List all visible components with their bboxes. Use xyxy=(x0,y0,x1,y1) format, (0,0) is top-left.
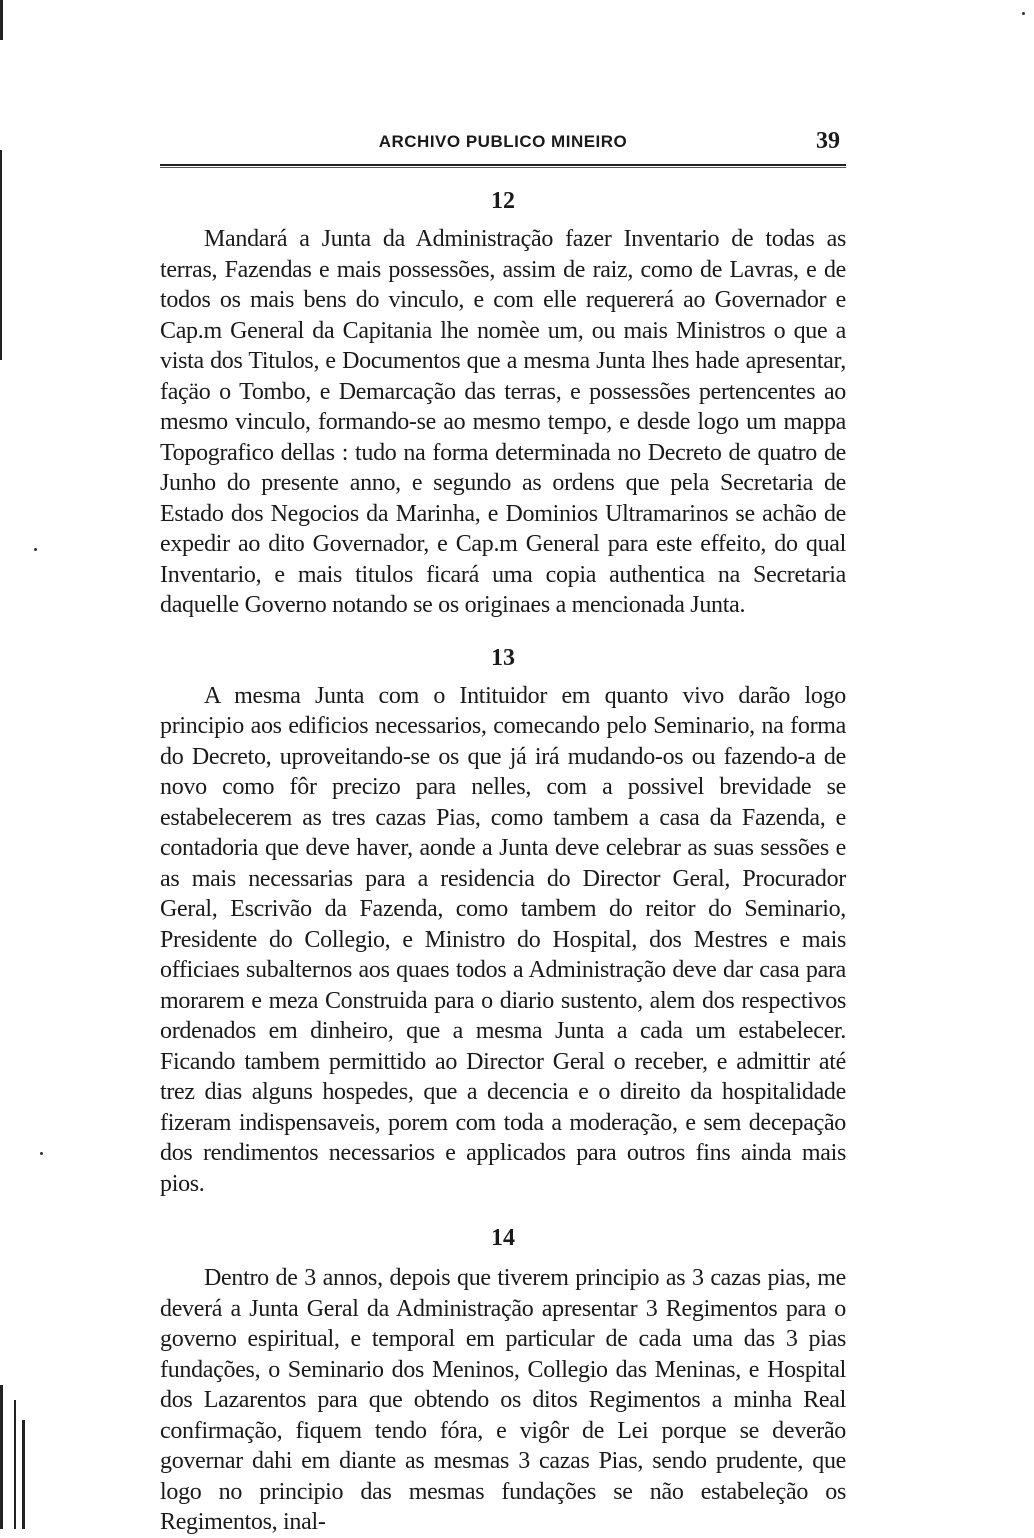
scan-edge-middle xyxy=(0,150,2,360)
section-number: 13 xyxy=(491,644,515,671)
scan-edge-bottom xyxy=(0,1385,3,1529)
section-number: 12 xyxy=(491,188,515,214)
page-number: 39 xyxy=(816,128,840,154)
scan-edge-bottom-inner-2 xyxy=(22,1420,25,1529)
scan-speck xyxy=(40,1152,43,1155)
section-paragraph: Mandará a Junta da Administração fazer Inventario de todas as terras, Fazendas e mais possessões, assim de raiz, como de Lavras, e de todos os mais bens do vinculo, e com elle requererá ao Governador e Cap.m General da Capitania lhe nomèe um, ou mais Ministros o que a vista dos Titulos, e Documentos que a mesma Junta lhes hade apresentar, façäo o Tombo, e Demarcação das terras, e possessões pertencentes ao mesmo vinculo, formando-se ao mesmo tempo, e desde logo um mappa Topografico dellas : tudo na forma determinada no Decreto de quatro de Junho do presente anno, e segundo as ordens que pela Secretaria de Estado dos Negocios da Marinha, e Dominios Ultramarinos se achão de expedir ao dito Governador, e Cap.m General para este effeito, do qual Inventario, e mais titulos ficará uma copia authentica na Secretaria daquelle Governo notando se os originaes a mencionada Junta. xyxy=(160,226,846,618)
header-rule xyxy=(160,164,846,168)
scan-speck xyxy=(1022,12,1025,15)
section-number: 14 xyxy=(491,1225,515,1251)
scan-edge-bottom-inner xyxy=(14,1400,16,1529)
running-head xyxy=(160,128,846,164)
scan-speck xyxy=(34,548,37,551)
section-paragraph: A mesma Junta com o Intituidor em quanto vivo darão logo principio aos edificios necessarios, comecando pelo Seminario, na forma do Decreto, uproveitando-se os que já irá mudando-os ou fazendo-a de novo como fôr precizo para nelles, com a possivel brevidade se estabelecerem as tres cazas Pias, como tambem a casa da Fazenda, e contadoria que deve haver, aonde a Junta deve celebrar as suas sessões e as mais necessarias para a residencia do Director Geral, Procurador Geral, Escrivão da Fazenda, como tambem do reitor do Seminario, Presidente do Collegio, e Ministro do Hospital, dos Mestres e mais officiaes subalternos aos quaes todos a Administração deve dar casa para morarem e meza Construida para o diario sustento, alem dos respectivos ordenados em dinheiro, que a mesma Junta a cada um estabelecer. Ficando tambem permittido ao Director Geral o receber, e admittir até trez dias alguns hospedes, que a decencia e o direito da hospitalidade fizeram indispensaveis, porem com toda a moderação, e sem decepação dos rendimentos necessarios e applicados para outros fins ainda mais pios. xyxy=(160,682,846,1197)
section-paragraph: Dentro de 3 annos, depois que tiverem principio as 3 cazas pias, me deverá a Junta Geral da Administração apresentar 3 Regimentos para o governo espiritual, e temporal em particular de cada uma das 3 pias fundações, o Seminario dos Meninos, Collegio das Meninas, e Hospital dos Lazarentos para que obtendo os ditos Regimentos a minha Real confirmação, fiquem tendo fóra, e vigôr de Lei porque se deverão governar dahi em diante as mesmas 3 cazas Pias, sendo prudente, que logo no principio das mesmas fundações se não estabeleção os Regimentos, inal- xyxy=(160,1265,846,1535)
document-page xyxy=(160,128,846,1538)
running-title: ARCHIVO PUBLICO MINEIRO xyxy=(378,132,628,151)
scan-edge-top xyxy=(0,0,3,40)
